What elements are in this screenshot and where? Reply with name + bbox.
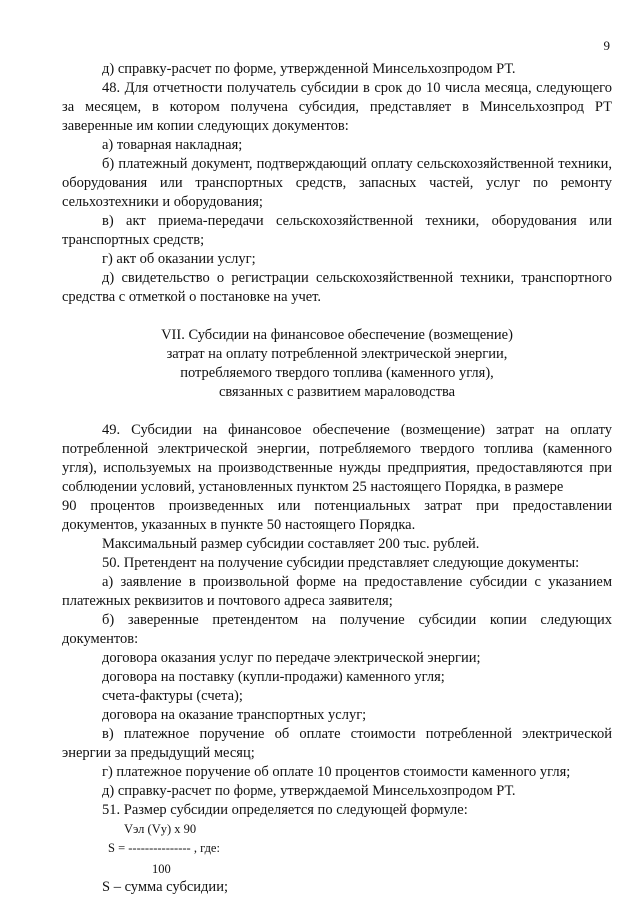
list-item: в) акт приема-передачи сельскохозяйственной техники, оборудования или транспортных средств; <box>62 213 612 248</box>
formula-numerator: Vэл (Vу) х 90 <box>124 822 197 836</box>
paragraph: Максимальный размер субсидии составляет 200 тыс. рублей. <box>102 536 480 552</box>
list-item: а) заявление в произвольной форме на предоставление субсидии с указанием платежных реквизитов и почтового адреса заявителя; <box>62 574 612 609</box>
list-item: д) свидетельство о регистрации сельскохозяйственной техники, транспортного средства с отметкой о постановке на учет. <box>62 270 612 305</box>
list-item: договора на поставку (купли-продажи) каменного угля; <box>102 669 445 685</box>
paragraph: 51. Размер субсидии определяется по следующей формуле: <box>102 802 468 818</box>
heading-line: потребляемого твердого топлива (каменного угля), <box>180 365 494 381</box>
heading-line: связанных с развитием мараловодства <box>218 384 456 400</box>
formula-denominator: 100 <box>152 862 171 876</box>
list-item: г) акт об оказании услуг; <box>102 251 256 267</box>
list-item: а) товарная накладная; <box>102 137 243 153</box>
paragraph: д) справку-расчет по форме, утвержденной Минсельхозпродом РТ. <box>102 61 516 77</box>
list-item: счета-фактуры (счета); <box>102 688 243 704</box>
list-item: договора оказания услуг по передаче электрической энергии; <box>102 650 481 666</box>
section-heading <box>62 326 612 402</box>
heading-line: VII. Субсидии на финансовое обеспечение (возмещение) <box>161 327 513 343</box>
document-body <box>62 60 612 897</box>
formula-equation: S = --------------- , где: <box>108 841 220 855</box>
paragraph: 50. Претендент на получение субсидии представляет следующие документы: <box>102 555 580 571</box>
formula <box>62 820 612 878</box>
list-item: д) справку-расчет по форме, утверждаемой Минсельхозпродом РТ. <box>102 783 516 799</box>
paragraph: S – сумма субсидии; <box>102 879 228 895</box>
paragraph-continuation: 90 процентов произведенных или потенциальных затрат при предоставлении документов, указанных в пункте 50 настоящего Порядка. <box>62 498 612 533</box>
list-item: договора на оказание транспортных услуг; <box>102 707 367 723</box>
paragraph: 48. Для отчетности получатель субсидии в срок до 10 числа месяца, следующего за месяцем, в котором получена субсидия, представляет в Минсельхозпрод РТ заверенные им копии следующих документов: <box>62 80 612 134</box>
list-item: б) заверенные претендентом на получение субсидии копии следующих документов: <box>62 612 612 647</box>
list-item: в) платежное поручение об оплате стоимости потребленной электрической энергии за предыдущий месяц; <box>62 726 612 761</box>
list-item: г) платежное поручение об оплате 10 процентов стоимости каменного угля; <box>102 764 571 780</box>
page-number: 9 <box>603 38 610 53</box>
list-item: б) платежный документ, подтверждающий оплату сельскохозяйственной техники, оборудования или транспортных средств, запасных частей, услуг по ремонту сельхозтехники и оборудования; <box>62 156 612 210</box>
paragraph: 49. Субсидии на финансовое обеспечение (возмещение) затрат на оплату потребленной электрической энергии, потребляемого твердого топлива (каменного угля), используемых на производственные нужды предприятия, предоставляются при соблюдении условий, установленных пунктом 25 настоящего Порядка, в размере <box>62 422 612 495</box>
heading-line: затрат на оплату потребленной электрической энергии, <box>166 346 508 362</box>
